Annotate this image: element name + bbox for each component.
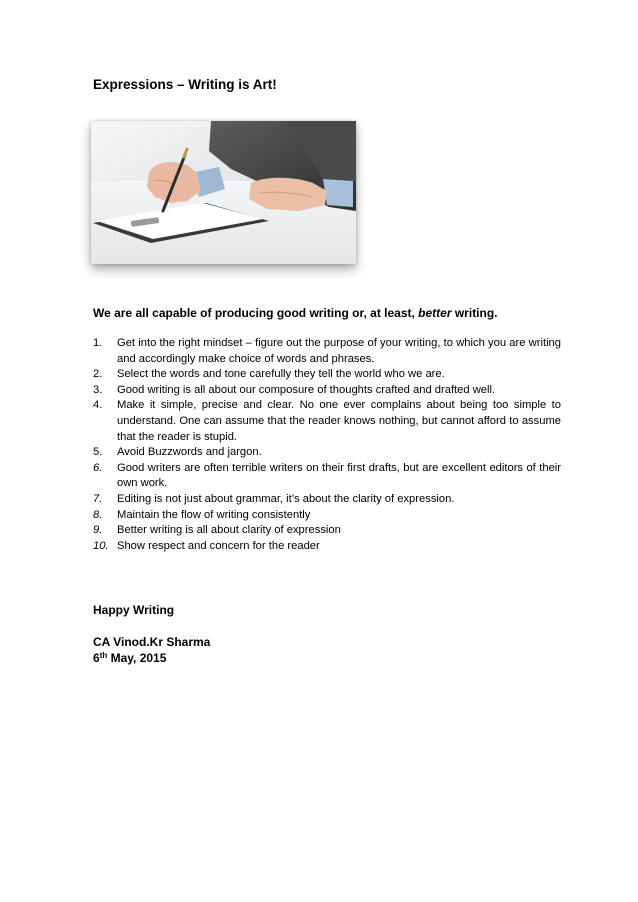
item-number: 10. (93, 539, 109, 552)
item-text: Good writing is all about our composure of thoughts crafted and drafted well. (117, 383, 496, 396)
author-name: CA Vinod.Kr Sharma (93, 635, 211, 649)
list-item (93, 492, 561, 508)
item-number: 1. (93, 337, 103, 349)
date-day: 6 (93, 651, 100, 665)
signature-block (93, 634, 210, 666)
closing-line: Happy Writing (93, 603, 175, 617)
list-item (93, 445, 561, 461)
item-text: Maintain the flow of writing consistently (117, 508, 311, 521)
date-month-year: May, 2015 (107, 651, 167, 665)
intro-statement (93, 306, 498, 320)
item-text: Better writing is all about clarity of expression (117, 524, 341, 537)
item-number: 3. (93, 383, 103, 396)
list-item (93, 508, 561, 524)
document-date (93, 650, 210, 666)
list-item (93, 383, 561, 399)
item-text: Good writers are often terrible writers on their first drafts, but are excellent editors of their own work. (117, 461, 561, 490)
list-item (93, 523, 561, 539)
intro-emphasis: better (418, 306, 452, 320)
date-suffix: th (99, 651, 108, 660)
item-number: 9. (93, 524, 103, 537)
intro-text: We are all capable of producing good writing or, at least, (93, 306, 419, 320)
item-text: Editing is not just about grammar, it’s about the clarity of expression. (117, 492, 455, 505)
item-text: Get into the right mindset – figure out the purpose of your writing, to which you are writing and accordingly make choice of words and phrases. (117, 337, 561, 365)
intro-text-end: writing. (451, 306, 498, 320)
writing-tips-list (93, 336, 561, 554)
item-text: Make it simple, precise and clear. No one ever complains about being too simple to understand. One can assume that the reader knows nothing, but cannot afford to assume that the reader is stupid. (117, 399, 561, 443)
list-item (93, 367, 561, 383)
list-item (93, 461, 561, 492)
item-text: Avoid Buzzwords and jargon. (117, 446, 262, 459)
document-title: Expressions – Writing is Art! (93, 77, 277, 92)
list-item (93, 336, 561, 367)
item-number: 2. (93, 368, 103, 381)
list-item (93, 539, 561, 555)
item-text: Select the words and tone carefully they tell the world who we are. (117, 368, 445, 381)
item-number: 7. (93, 492, 103, 505)
item-number: 6. (93, 461, 103, 474)
item-number: 4. (93, 399, 103, 412)
item-number: 8. (93, 508, 103, 521)
item-number: 5. (93, 446, 103, 459)
item-text: Show respect and concern for the reader (117, 539, 320, 552)
writing-hand-photo (91, 121, 356, 264)
list-item (93, 398, 561, 445)
